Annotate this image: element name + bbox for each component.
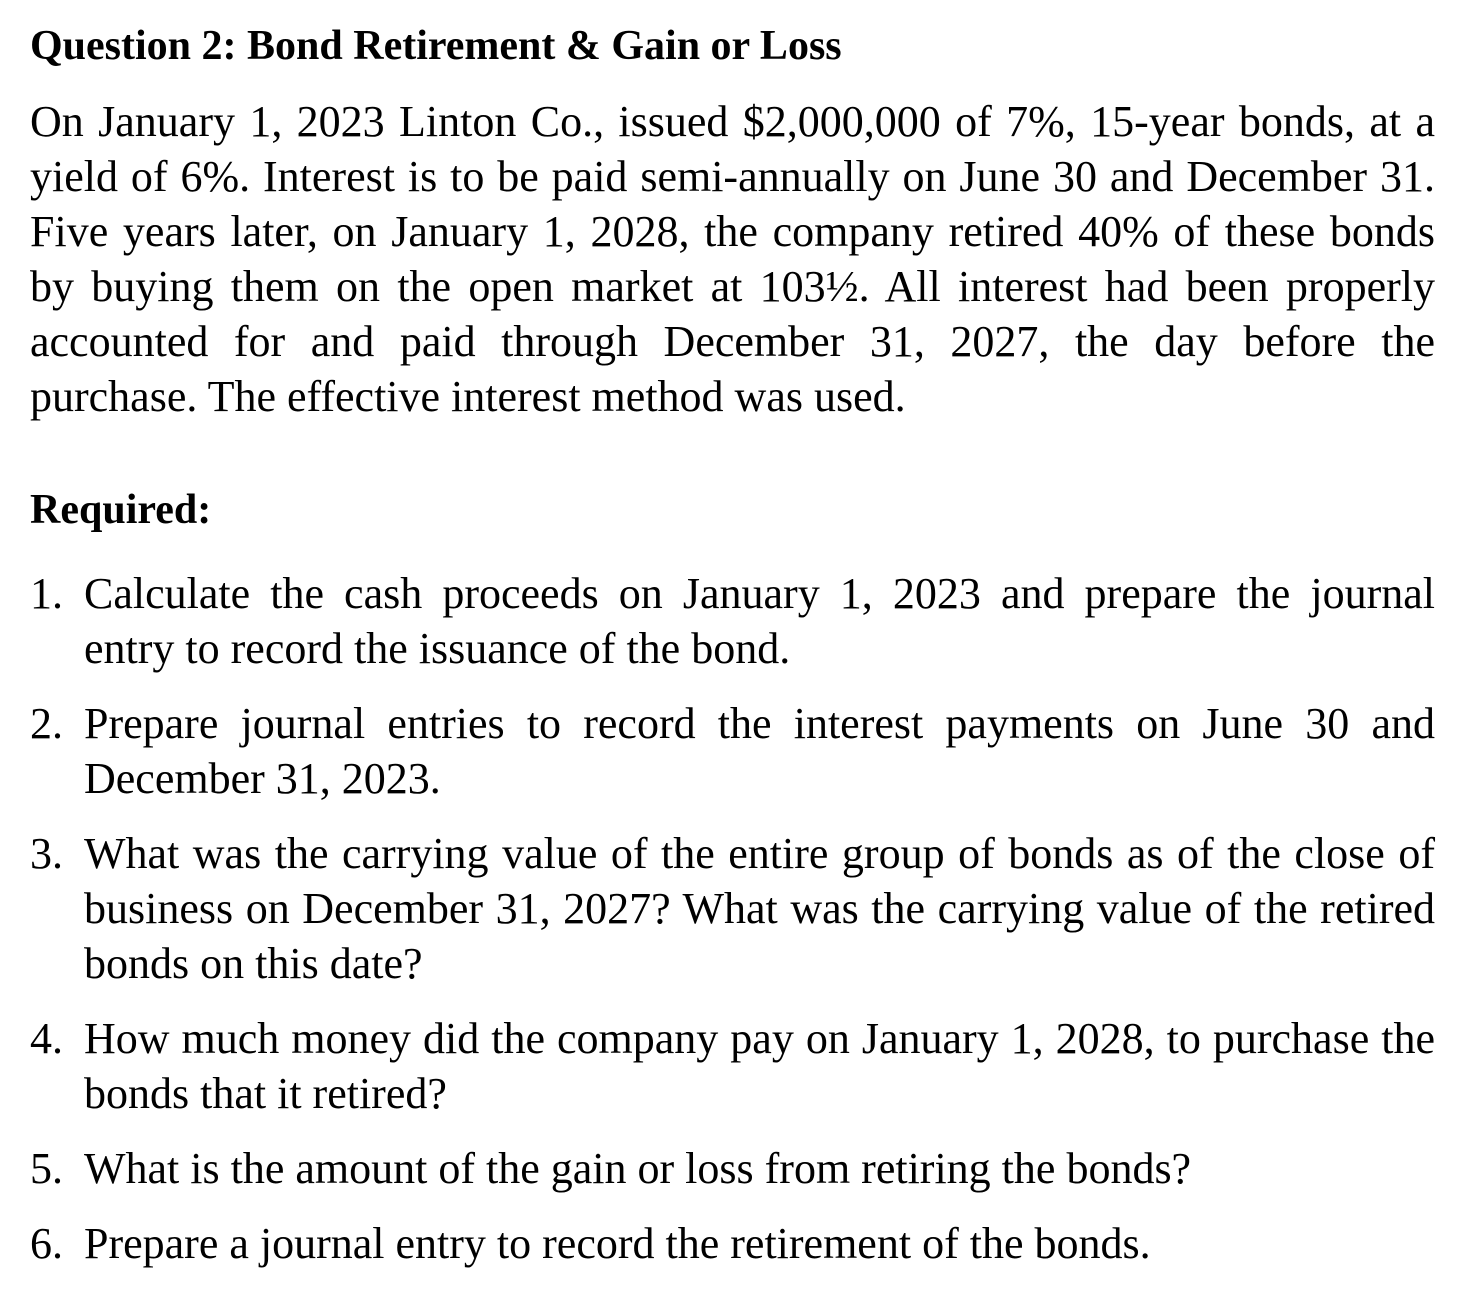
- list-item-number: 6.: [30, 1219, 63, 1268]
- list-item: [30, 566, 1435, 676]
- list-item-text: What was the carrying value of the entire group of bonds as of the close of business on December 31, 2027? What was the carrying value of the retired bonds on this date?: [84, 829, 1435, 988]
- list-item-number: 2.: [30, 699, 63, 748]
- list-item-number: 4.: [30, 1014, 63, 1063]
- list-item: [30, 826, 1435, 991]
- required-list: [30, 566, 1435, 1271]
- required-heading: Required:: [30, 487, 212, 533]
- list-item-number: 1.: [30, 569, 63, 618]
- list-item-text: Prepare journal entries to record the interest payments on June 30 and December 31, 2023.: [84, 699, 1435, 803]
- page-title: Question 2: Bond Retirement & Gain or Loss: [30, 23, 842, 69]
- list-item-number: 5.: [30, 1144, 63, 1193]
- list-item: [30, 1011, 1435, 1121]
- list-item-text: How much money did the company pay on January 1, 2028, to purchase the bonds that it retired?: [84, 1014, 1435, 1118]
- list-item-number: 3.: [30, 829, 63, 878]
- list-item-text: Prepare a journal entry to record the retirement of the bonds.: [84, 1219, 1151, 1268]
- list-item-text: What is the amount of the gain or loss from retiring the bonds?: [84, 1144, 1192, 1193]
- list-item-text: Calculate the cash proceeds on January 1, 2023 and prepare the journal entry to record the issuance of the bond.: [84, 569, 1435, 673]
- list-item: [30, 696, 1435, 806]
- list-item: [30, 1216, 1435, 1271]
- list-item: [30, 1141, 1435, 1196]
- problem-statement: On January 1, 2023 Linton Co., issued $2,000,000 of 7%, 15-year bonds, at a yield of 6%. Interest is to be paid semi-annually on June 30 and December 31. Five years later, on January 1, 2028, the company retired 40% of these bonds by buying them on the open market at 103½. All interest had been properly accounted for and paid through December 31, 2027, the day before the purchase. The effective interest method was used.: [30, 97, 1435, 421]
